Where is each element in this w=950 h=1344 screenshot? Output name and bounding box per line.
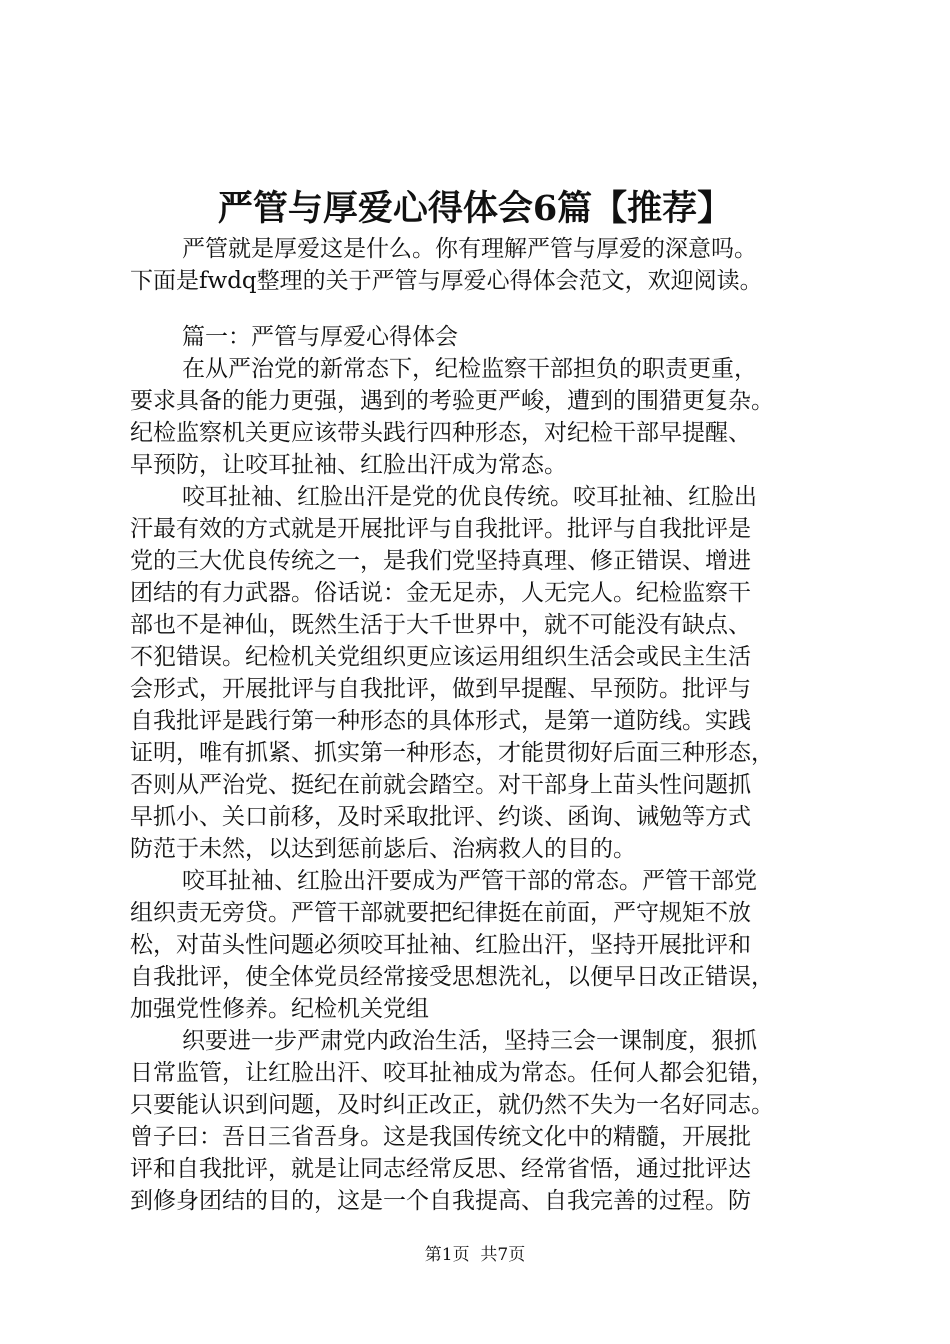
body-line: 自我批评，使全体党员经常接受思想洗礼，以便早日改正错误， [130, 964, 774, 990]
body-line: 纪检监察机关更应该带头践行四种形态，对纪检干部早提醒、 [130, 420, 751, 446]
body-line: 松，对苗头性问题必须咬耳扯袖、红脸出汗，坚持开展批评和 [130, 932, 751, 958]
body-line: 日常监管，让红脸出汗、咬耳扯袖成为常态。任何人都会犯错， [130, 1060, 774, 1086]
body-line: 要求具备的能力更强，遇到的考验更严峻，遭到的围猎更复杂。 [130, 388, 774, 414]
body-line: 加强党性修养。纪检机关党组 [130, 996, 429, 1022]
document-body [130, 233, 830, 1217]
body-line: 只要能认识到问题，及时纠正改正，就仍然不失为一名好同志。 [130, 1092, 774, 1118]
body-line: 篇一：严管与厚爱心得体会 [182, 324, 458, 350]
body-line: 组织责无旁贷。严管干部就要把纪律挺在前面，严守规矩不放 [130, 900, 751, 926]
body-line: 严管就是厚爱这是什么。你有理解严管与厚爱的深意吗。 [182, 236, 757, 262]
body-line: 自我批评是践行第一种形态的具体形式，是第一道防线。实践 [130, 708, 751, 734]
body-line: 党的三大优良传统之一，是我们党坚持真理、修正错误、增进 [130, 548, 751, 574]
page-title: 严管与厚爱心得体会6篇【推荐】 [217, 188, 733, 229]
body-line: 评和自我批评，就是让同志经常反思、经常省悟，通过批评达 [130, 1156, 751, 1182]
body-line: 下面是fwdq整理的关于严管与厚爱心得体会范文，欢迎阅读。 [130, 268, 763, 294]
body-line: 部也不是神仙，既然生活于大千世界中，就不可能没有缺点、 [130, 612, 751, 638]
body-line: 咬耳扯袖、红脸出汗要成为严管干部的常态。严管干部党 [182, 868, 757, 894]
body-line: 否则从严治党、挺纪在前就会踏空。对干部身上苗头性问题抓 [130, 772, 751, 798]
body-line: 织要进一步严肃党内政治生活，坚持三会一课制度，狠抓 [182, 1028, 757, 1054]
body-line: 汗最有效的方式就是开展批评与自我批评。批评与自我批评是 [130, 516, 751, 542]
body-line: 曾子曰：吾日三省吾身。这是我国传统文化中的精髓，开展批 [130, 1124, 751, 1150]
body-line: 在从严治党的新常态下，纪检监察干部担负的职责更重， [182, 356, 757, 382]
page-footer: 第1页 共7页 [424, 1245, 526, 1265]
body-line: 早抓小、关口前移，及时采取批评、约谈、函询、诫勉等方式 [130, 804, 751, 830]
body-line: 早预防，让咬耳扯袖、红脸出汗成为常态。 [130, 452, 567, 478]
body-line: 团结的有力武器。俗话说：金无足赤，人无完人。纪检监察干 [130, 580, 751, 606]
body-line: 证明，唯有抓紧、抓实第一种形态，才能贯彻好后面三种形态， [130, 740, 774, 766]
body-line [130, 297, 830, 321]
body-line: 不犯错误。纪检机关党组织更应该运用组织生活会或民主生活 [130, 644, 751, 670]
body-line: 咬耳扯袖、红脸出汗是党的优良传统。咬耳扯袖、红脸出 [182, 484, 757, 510]
body-line: 到修身团结的目的，这是一个自我提高、自我完善的过程。防 [130, 1188, 751, 1214]
body-line: 会形式，开展批评与自我批评，做到早提醒、早预防。批评与 [130, 676, 751, 702]
body-line: 防范于未然，以达到惩前毖后、治病救人的目的。 [130, 836, 636, 862]
